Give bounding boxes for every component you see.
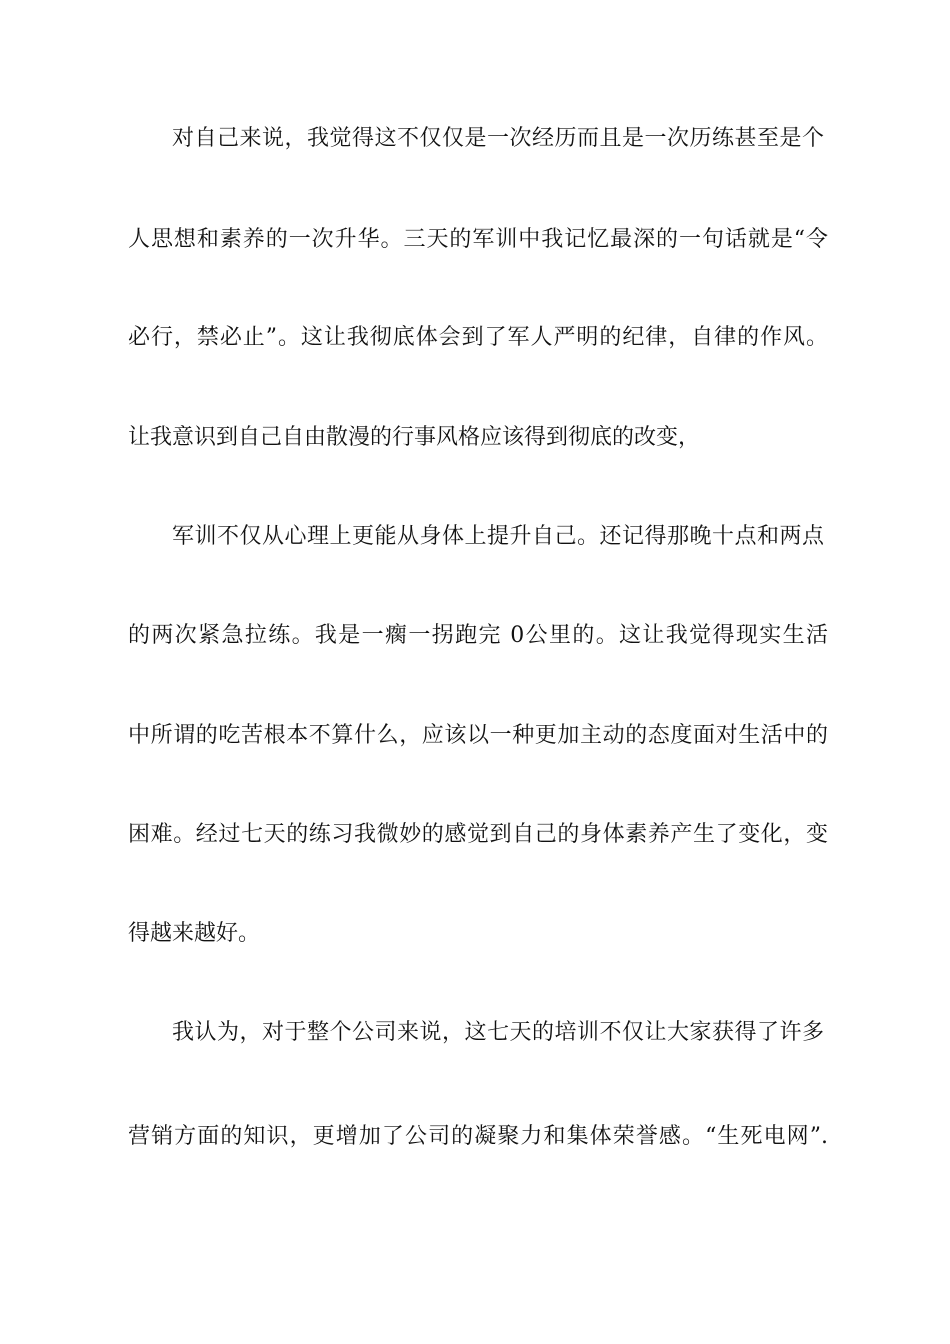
paragraph-2-line-3: 中所谓的吃苦根本不算什么，应该以一种更加主动的态度面对生活中的 bbox=[128, 723, 828, 748]
paragraph-3-line-1: 我认为，对于整个公司来说，这七天的培训不仅让大家获得了许多 bbox=[172, 1020, 824, 1045]
paragraph-2-line-4: 困难。经过七天的练习我微妙的感觉到自己的身体素养产生了变化，变 bbox=[128, 822, 828, 847]
paragraph-2-line-2: 的两次紧急拉练。我是一瘸一拐跑完 0公里的。这让我觉得现实生活 bbox=[128, 623, 828, 648]
paragraph-1-line-3: 必行，禁必止”。这让我彻底体会到了军人严明的纪律，自律的作风。 bbox=[128, 325, 828, 350]
paragraph-1-line-4: 让我意识到自己自由散漫的行事风格应该得到彻底的改变， bbox=[128, 425, 701, 450]
paragraph-2-line-5: 得越来越好。 bbox=[128, 921, 261, 946]
paragraph-1-line-1: 对自己来说，我觉得这不仅仅是一次经历而且是一次历练甚至是个 bbox=[172, 126, 824, 151]
paragraph-2-line-1: 军训不仅从心理上更能从身体上提升自己。还记得那晚十点和两点 bbox=[172, 524, 824, 549]
paragraph-1-line-2: 人思想和素养的一次升华。三天的军训中我记忆最深的一句话就是“令 bbox=[128, 227, 828, 252]
paragraph-3-line-2: 营销方面的知识，更增加了公司的凝聚力和集体荣誉感。“生死电网”. bbox=[128, 1124, 828, 1149]
